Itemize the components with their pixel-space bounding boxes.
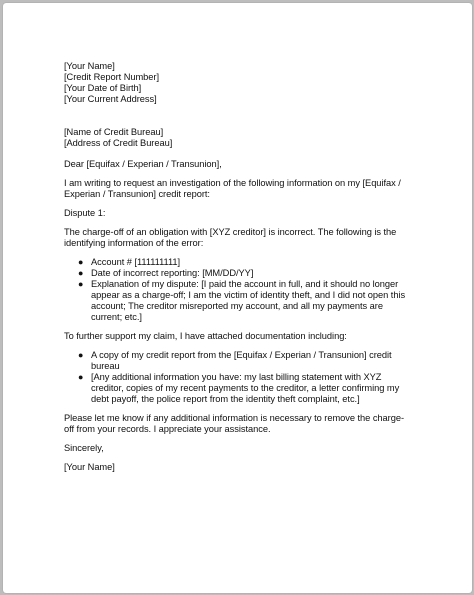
spacer [64, 105, 414, 127]
salutation: Dear [Equifax / Experian / Transunion], [64, 159, 222, 169]
list-item: ● Explanation of my dispute: [I paid the account in full, and it should no longer appear as a charge-off; I am the victim of identity theft, and I did not open this account; The creditor misreported my account, and all my payments are current; etc.] [78, 279, 406, 322]
bullet-icon: ● [78, 372, 84, 382]
document-page [3, 3, 472, 593]
dispute-heading: Dispute 1: [64, 208, 106, 218]
dispute-paragraph: The charge-off of an obligation with [XYZ creditor] is incorrect. The following is the identifying information of the error: [64, 227, 397, 248]
signoff: Sincerely, [64, 443, 104, 453]
closing-request: Please let me know if any additional information is necessary to remove the charge-off from your records. I appreciate your assistance. [64, 413, 405, 434]
sender-name: [Your Name] [64, 61, 115, 71]
list-item: ● Date of incorrect reporting: [MM/DD/YY] [78, 268, 254, 278]
letter-body [64, 61, 414, 473]
bullet-icon: ● [78, 279, 84, 289]
sender-credit-report-number: [Credit Report Number] [64, 72, 160, 82]
bureau-address: [Address of Credit Bureau] [64, 138, 173, 148]
spacer [64, 149, 414, 159]
bullet-icon: ● [78, 257, 84, 267]
intro-paragraph: I am writing to request an investigation of the following information on my [Equifax / Experian / Transunion] credit report: [64, 178, 401, 199]
list-item: ● Account # [111111111] [78, 257, 181, 267]
bureau-name: [Name of Credit Bureau] [64, 127, 164, 137]
sender-address: [Your Current Address] [64, 94, 157, 104]
bullet-icon: ● [78, 350, 84, 360]
bureau-block [64, 127, 414, 149]
sender-date-of-birth: [Your Date of Birth] [64, 83, 142, 93]
signature-name: [Your Name] [64, 462, 115, 472]
bullet-icon: ● [78, 268, 84, 278]
dispute-list [64, 257, 414, 323]
sender-block [64, 61, 414, 105]
list-item: ● [Any additional information you have: my last billing statement with XYZ creditor, copies of my recent payments to the creditor, a letter confirming my debt payoff, the police report from the identity theft complaint, etc.] [78, 372, 400, 404]
support-intro: To further support my claim, I have attached documentation including: [64, 331, 347, 341]
support-list [64, 350, 414, 405]
list-item: ● A copy of my credit report from the [Equifax / Experian / Transunion] credit bureau [78, 350, 392, 371]
